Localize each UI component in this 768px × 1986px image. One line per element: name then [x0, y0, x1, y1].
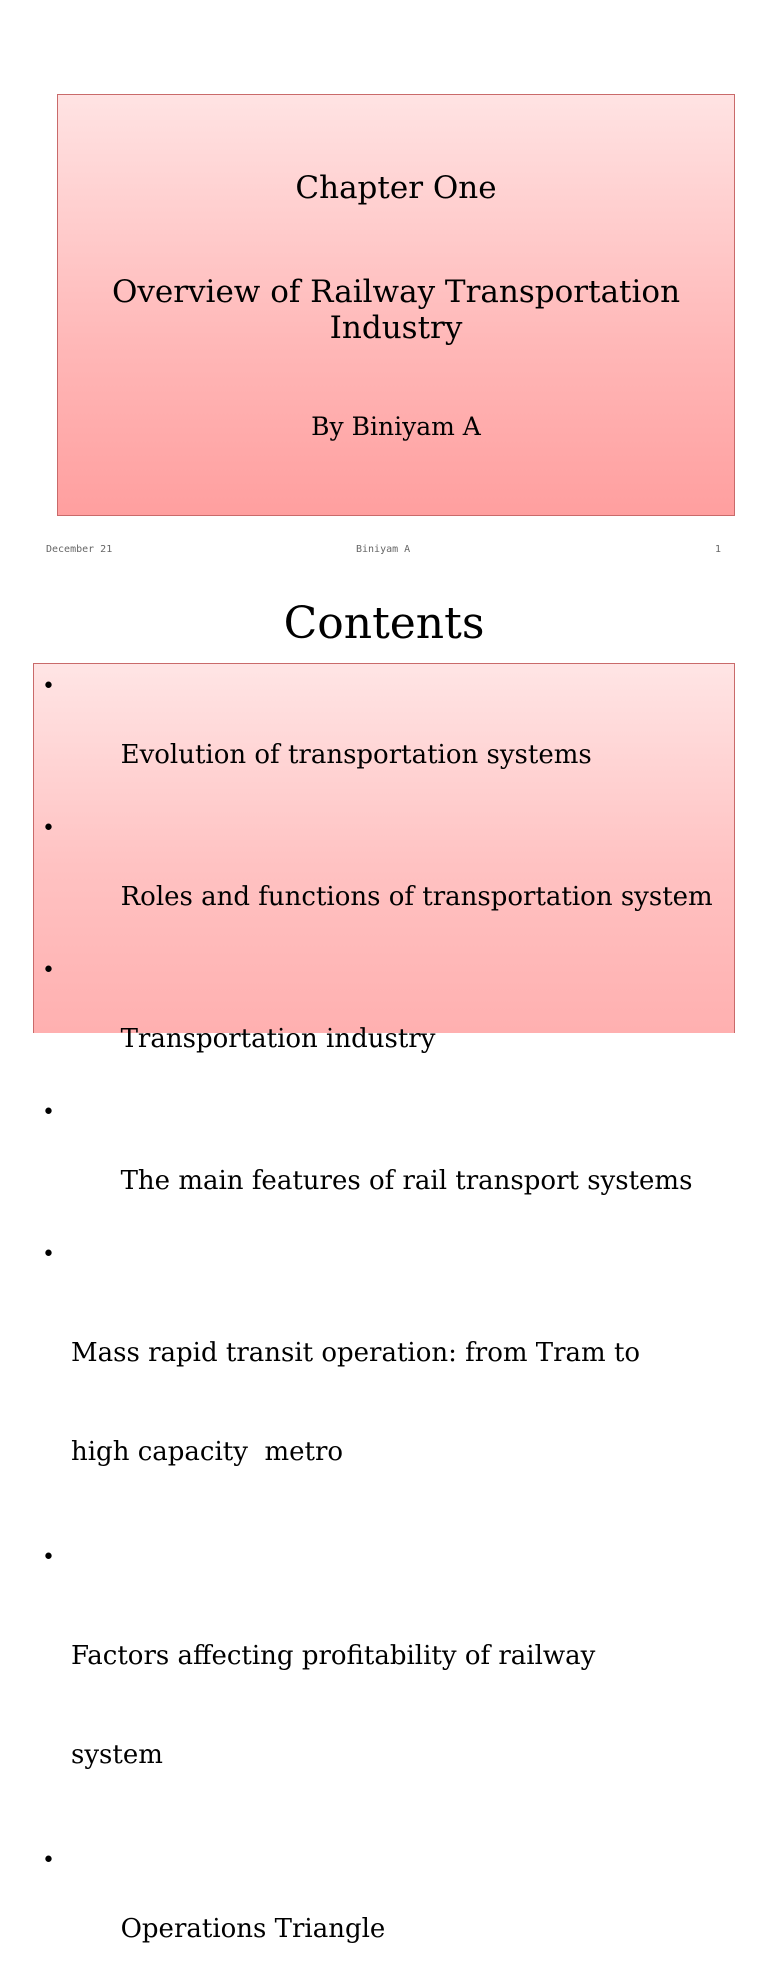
list-item [34, 954, 734, 1090]
list-item-text: Roles and functions of transportation system [120, 882, 713, 912]
list-item-text-line1: Mass rapid transit operation: from Tram to [71, 1338, 641, 1368]
author-line: By Biniyam A [311, 412, 481, 441]
bullet-icon: • [42, 674, 55, 699]
bullet-icon: • [42, 816, 55, 841]
list-item [34, 1238, 734, 1535]
list-item-text: The main features of rail transport systems [120, 1166, 693, 1196]
contents-box [33, 663, 735, 1944]
list-item-text: Transportation industry [120, 1024, 436, 1054]
title-slide-box [57, 94, 735, 516]
list-item [34, 1844, 734, 1980]
list-item [34, 1096, 734, 1232]
list-item-text-line2: high capacity metro [71, 1437, 344, 1467]
list-item-text: Operations Triangle [120, 1914, 386, 1944]
contents-list [34, 670, 734, 1986]
bullet-icon: • [42, 1848, 55, 1873]
bullet-icon: • [42, 1242, 55, 1267]
contents-heading: Contents [283, 598, 485, 649]
footer-date: December 21 [46, 544, 113, 555]
list-item-text-line1: Factors affecting profitability of railway [71, 1641, 596, 1671]
list-item [34, 670, 734, 806]
bullet-icon: • [42, 1100, 55, 1125]
bullet-icon: • [42, 1545, 55, 1570]
slide-title [58, 275, 734, 346]
list-item-text-line2: system [71, 1740, 163, 1770]
chapter-heading: Chapter One [295, 170, 497, 206]
footer-page-number: 1 [715, 544, 722, 555]
list-item-text: Evolution of transportation systems [120, 740, 592, 770]
list-item [34, 1541, 734, 1838]
list-item [34, 812, 734, 948]
bullet-icon: • [42, 958, 55, 983]
footer-author: Biniyam A [356, 544, 411, 555]
slide-title-line1: Overview of Railway Transportation [111, 274, 681, 310]
slide-title-line2: Industry [329, 309, 463, 346]
